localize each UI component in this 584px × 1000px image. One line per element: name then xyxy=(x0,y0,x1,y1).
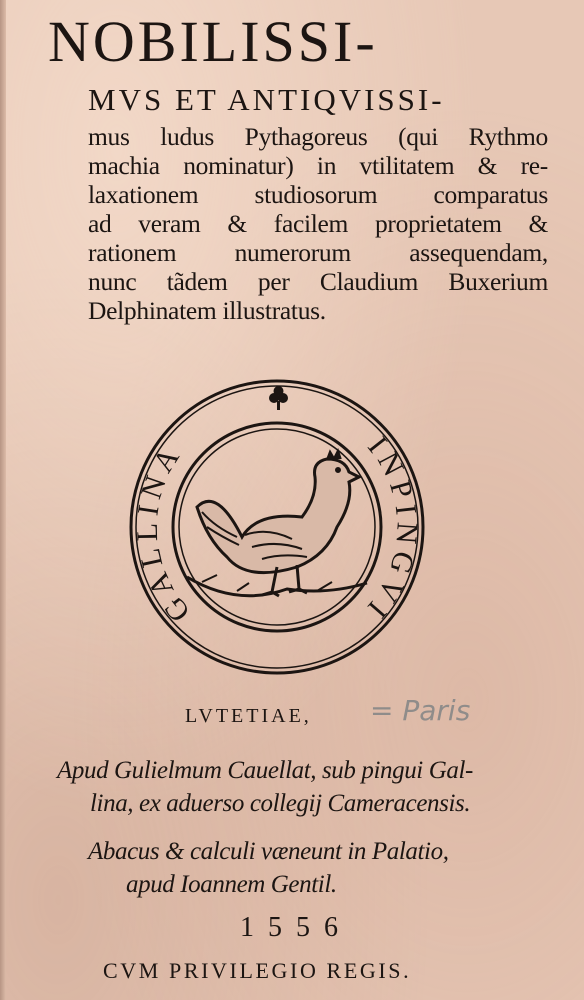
sale-line-2: apud Ioannem Gentil. xyxy=(126,871,337,898)
motto-left: GALLINA xyxy=(130,437,197,629)
printer-line-1: Apud Gulielmum Cauellat, sub pingui Gal- xyxy=(57,757,473,784)
subtitle-block xyxy=(88,122,548,325)
title-line-1: NOBILISSI- xyxy=(48,9,378,74)
printer-mark xyxy=(127,377,427,677)
motto-right: INPINGVI xyxy=(357,430,424,629)
subtitle-line: laxationem studiosorum comparatus xyxy=(88,180,548,209)
imprint-city: LVTETIAE, xyxy=(185,705,312,727)
privilege-line: CVM PRIVILEGIO REGIS. xyxy=(103,958,412,983)
handwritten-note: = Paris xyxy=(370,694,471,727)
sale-line-1: Abacus & calculi væneunt in Palatio, xyxy=(88,838,449,865)
title-line-2: MVS ET ANTIQVISSI- xyxy=(88,82,445,117)
publication-year: 1556 xyxy=(240,912,352,943)
printer-line-2: lina, ex aduerso collegij Cameracensis. xyxy=(90,790,471,817)
subtitle-line: machia nominatur) in vtilitatem & re- xyxy=(88,151,548,180)
subtitle-line: Delphinatem illustratus. xyxy=(88,296,326,325)
subtitle-line: rationem numerorum assequendam, xyxy=(88,238,548,267)
page-edge xyxy=(0,0,6,1000)
hen-icon xyxy=(187,450,367,596)
subtitle-line: mus ludus Pythagoreus (qui Rythmo xyxy=(88,122,548,151)
trefoil-icon xyxy=(269,386,288,410)
subtitle-line: ad veram & facilem proprietatem & xyxy=(88,209,548,238)
subtitle-line: nunc tãdem per Claudium Buxerium xyxy=(88,267,548,296)
